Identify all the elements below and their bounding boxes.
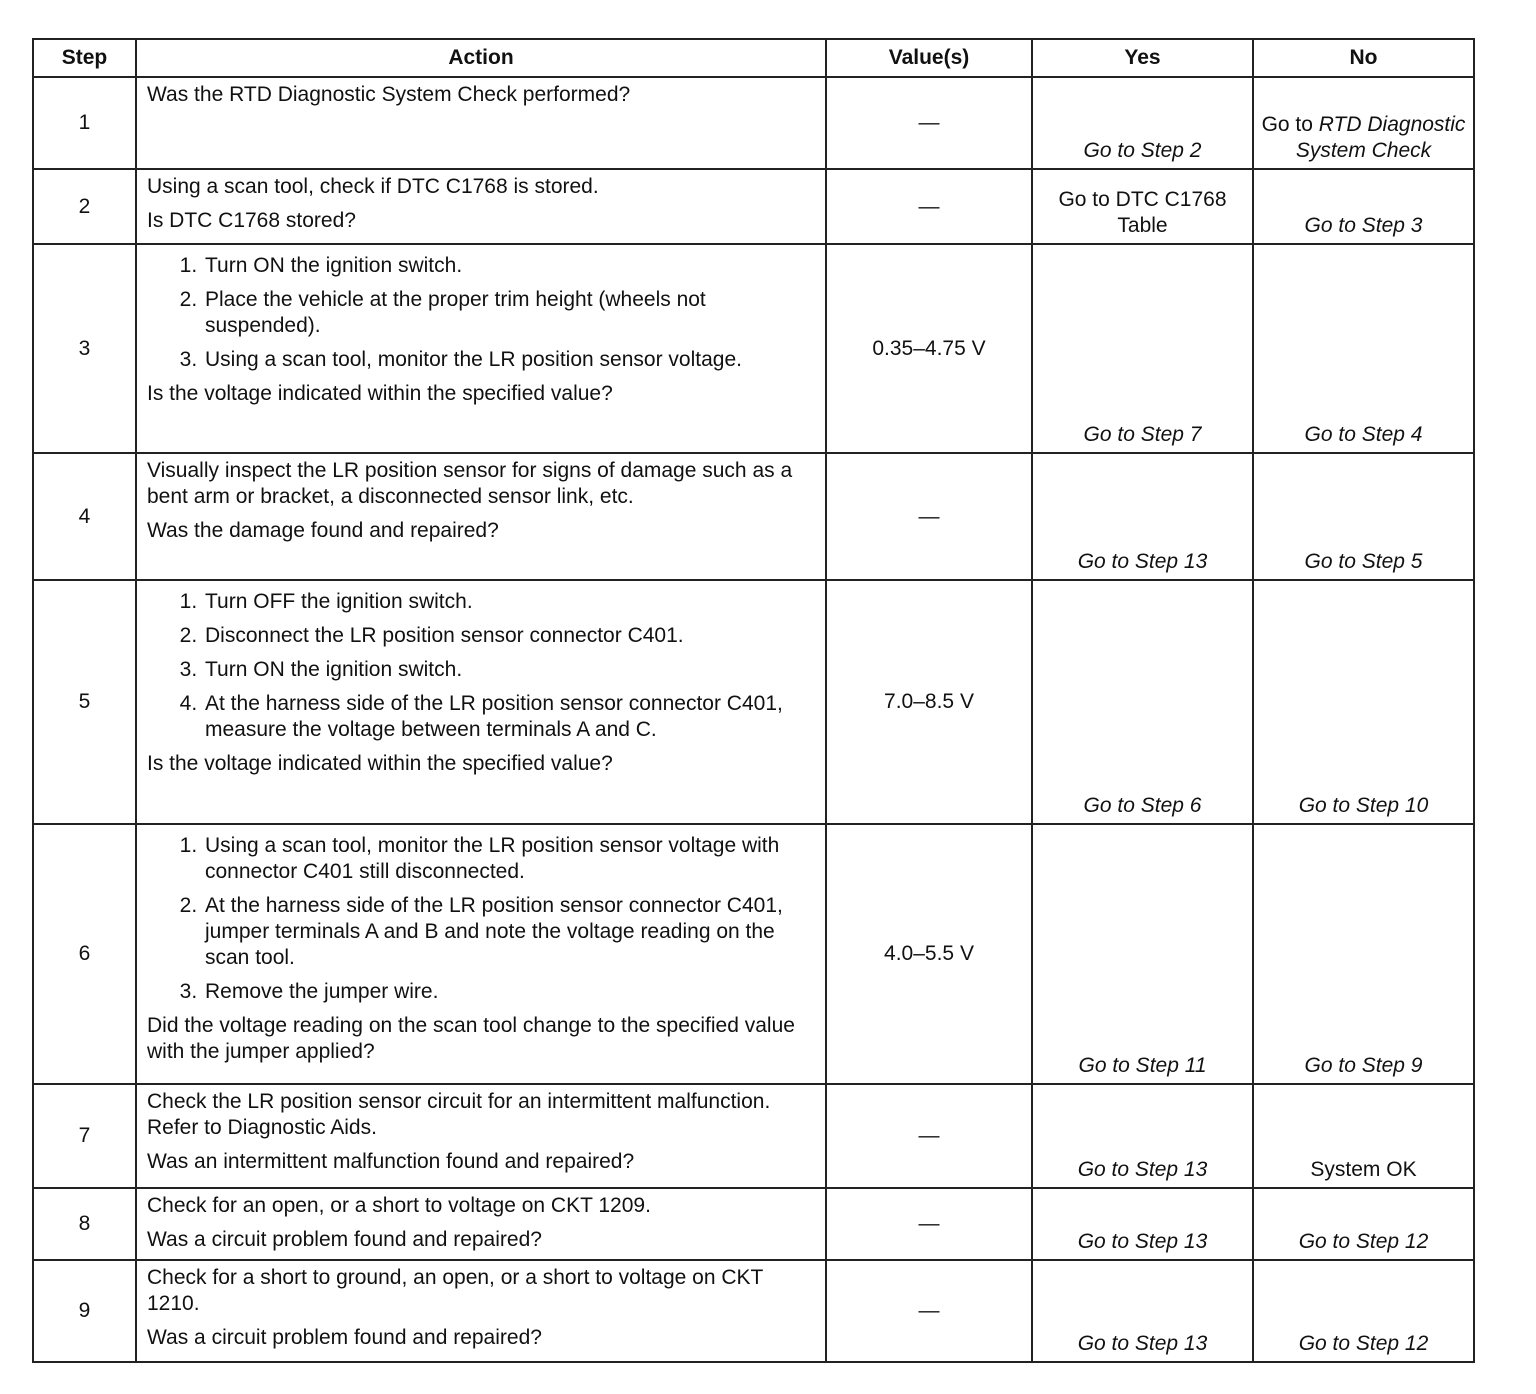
action-question: Is DTC C1768 stored?: [147, 209, 356, 232]
no-action-text: Go to Step 5: [1304, 550, 1423, 573]
no-cell: [1253, 1260, 1474, 1362]
table-body: [33, 77, 1474, 1362]
value-cell: —: [826, 1188, 1032, 1260]
value-cell: 0.35–4.75 V: [826, 244, 1032, 453]
action-text: Using a scan tool, check if DTC C1768 is stored.: [147, 175, 599, 198]
action-step: 2. At the harness side of the LR position sensor connector C401, jumper terminals A and B and note the voltage reading on the scan tool.: [203, 893, 815, 971]
value-cell: —: [826, 77, 1032, 169]
no-action-text: RTD Diagnostic System Check: [1295, 113, 1466, 162]
header-action: Action: [136, 39, 826, 77]
action-question: Was the damage found and repaired?: [147, 519, 499, 542]
step-number: 1: [33, 77, 136, 169]
table-row: [33, 169, 1474, 244]
action-steps-list: [147, 253, 815, 373]
step-number: 4: [33, 453, 136, 580]
yes-action-text: Go to DTC C1768 Table: [1058, 188, 1227, 237]
action-step: 4. At the harness side of the LR position sensor connector C401, measure the voltage between terminals A and C.: [203, 691, 815, 743]
action-cell: [136, 580, 826, 824]
action-step: 1. Using a scan tool, monitor the LR position sensor voltage with connector C401 still disconnected.: [203, 833, 815, 885]
action-question: Is the voltage indicated within the specified value?: [147, 752, 613, 775]
yes-action-text: Go to Step 13: [1077, 550, 1208, 573]
header-yes: Yes: [1032, 39, 1253, 77]
value-cell: —: [826, 1260, 1032, 1362]
yes-cell: [1032, 580, 1253, 824]
step-number: 2: [33, 169, 136, 244]
no-action-text: Go to Step 3: [1304, 214, 1423, 237]
table-row: [33, 580, 1474, 824]
value-cell: 4.0–5.5 V: [826, 824, 1032, 1084]
action-step: 3. Turn ON the ignition switch.: [203, 657, 815, 683]
table-row: [33, 1188, 1474, 1260]
header-row: [33, 39, 1474, 77]
yes-cell: [1032, 1084, 1253, 1188]
yes-action-text: Go to Step 7: [1083, 423, 1202, 446]
action-steps-list: [147, 589, 815, 743]
no-cell: [1253, 1084, 1474, 1188]
yes-action-text: Go to Step 13: [1077, 1158, 1208, 1181]
action-cell: [136, 1260, 826, 1362]
header-no: No: [1253, 39, 1474, 77]
action-step: 3. Remove the jumper wire.: [203, 979, 815, 1005]
no-action-text: Go to Step 12: [1298, 1332, 1429, 1355]
action-step: 2. Disconnect the LR position sensor connector C401.: [203, 623, 815, 649]
step-number: 3: [33, 244, 136, 453]
step-number: 8: [33, 1188, 136, 1260]
action-question: Was an intermittent malfunction found and repaired?: [147, 1150, 635, 1173]
yes-cell: [1032, 453, 1253, 580]
action-cell: [136, 77, 826, 169]
diagnostic-table: [32, 38, 1475, 1363]
no-cell: [1253, 169, 1474, 244]
yes-cell: [1032, 169, 1253, 244]
no-action-text: Go to Step 4: [1304, 423, 1423, 446]
action-cell: [136, 1188, 826, 1260]
no-cell: [1253, 77, 1474, 169]
yes-cell: [1032, 824, 1253, 1084]
action-question: Is the voltage indicated within the specified value?: [147, 382, 613, 405]
yes-cell: [1032, 244, 1253, 453]
step-number: 5: [33, 580, 136, 824]
action-steps-list: [147, 833, 815, 1005]
value-cell: 7.0–8.5 V: [826, 580, 1032, 824]
action-cell: [136, 244, 826, 453]
action-cell: [136, 824, 826, 1084]
no-cell: [1253, 453, 1474, 580]
value-cell: —: [826, 1084, 1032, 1188]
step-number: 6: [33, 824, 136, 1084]
no-cell: [1253, 824, 1474, 1084]
table-row: [33, 453, 1474, 580]
yes-action-text: Go to Step 13: [1077, 1332, 1208, 1355]
value-cell: —: [826, 453, 1032, 580]
action-step: 3. Using a scan tool, monitor the LR position sensor voltage.: [203, 347, 815, 373]
action-text: Check for an open, or a short to voltage on CKT 1209.: [147, 1194, 651, 1217]
action-cell: [136, 169, 826, 244]
action-text: Visually inspect the LR position sensor for signs of damage such as a bent arm or bracket, a disconnected sensor link, etc.: [147, 459, 793, 508]
yes-action-text: Go to Step 2: [1083, 139, 1202, 162]
action-text: Check for a short to ground, an open, or a short to voltage on CKT 1210.: [147, 1266, 763, 1315]
table-row: [33, 1084, 1474, 1188]
action-question: Was a circuit problem found and repaired?: [147, 1326, 542, 1349]
table-row: [33, 77, 1474, 169]
header-step: Step: [33, 39, 136, 77]
yes-action-text: Go to Step 6: [1083, 794, 1202, 817]
no-action-text: Go to Step 10: [1298, 794, 1429, 817]
no-action-text: Go to Step 12: [1298, 1230, 1429, 1253]
no-action-text: System OK: [1310, 1158, 1417, 1181]
action-question: Was a circuit problem found and repaired?: [147, 1228, 542, 1251]
action-step: 1. Turn OFF the ignition switch.: [203, 589, 815, 615]
action-step: 2. Place the vehicle at the proper trim height (wheels not suspended).: [203, 287, 815, 339]
step-number: 9: [33, 1260, 136, 1362]
yes-action-text: Go to Step 13: [1077, 1230, 1208, 1253]
yes-cell: [1032, 1188, 1253, 1260]
action-step: 1. Turn ON the ignition switch.: [203, 253, 815, 279]
action-question: Did the voltage reading on the scan tool change to the specified value with the jumper applied?: [147, 1014, 795, 1063]
action-cell: [136, 453, 826, 580]
action-cell: [136, 1084, 826, 1188]
action-text: Was the RTD Diagnostic System Check performed?: [147, 83, 631, 106]
table-row: [33, 244, 1474, 453]
header-values: Value(s): [826, 39, 1032, 77]
action-text: Check the LR position sensor circuit for an intermittent malfunction. Refer to Diagnostic Aids.: [147, 1090, 771, 1139]
no-cell: [1253, 244, 1474, 453]
yes-cell: [1032, 1260, 1253, 1362]
value-cell: —: [826, 169, 1032, 244]
table-row: [33, 824, 1474, 1084]
no-action-text: Go to Step 9: [1304, 1054, 1423, 1077]
table-row: [33, 1260, 1474, 1362]
no-action-text: Go to: [1261, 113, 1319, 136]
step-number: 7: [33, 1084, 136, 1188]
yes-cell: [1032, 77, 1253, 169]
no-cell: [1253, 1188, 1474, 1260]
yes-action-text: Go to Step 11: [1078, 1054, 1207, 1077]
no-cell: [1253, 580, 1474, 824]
